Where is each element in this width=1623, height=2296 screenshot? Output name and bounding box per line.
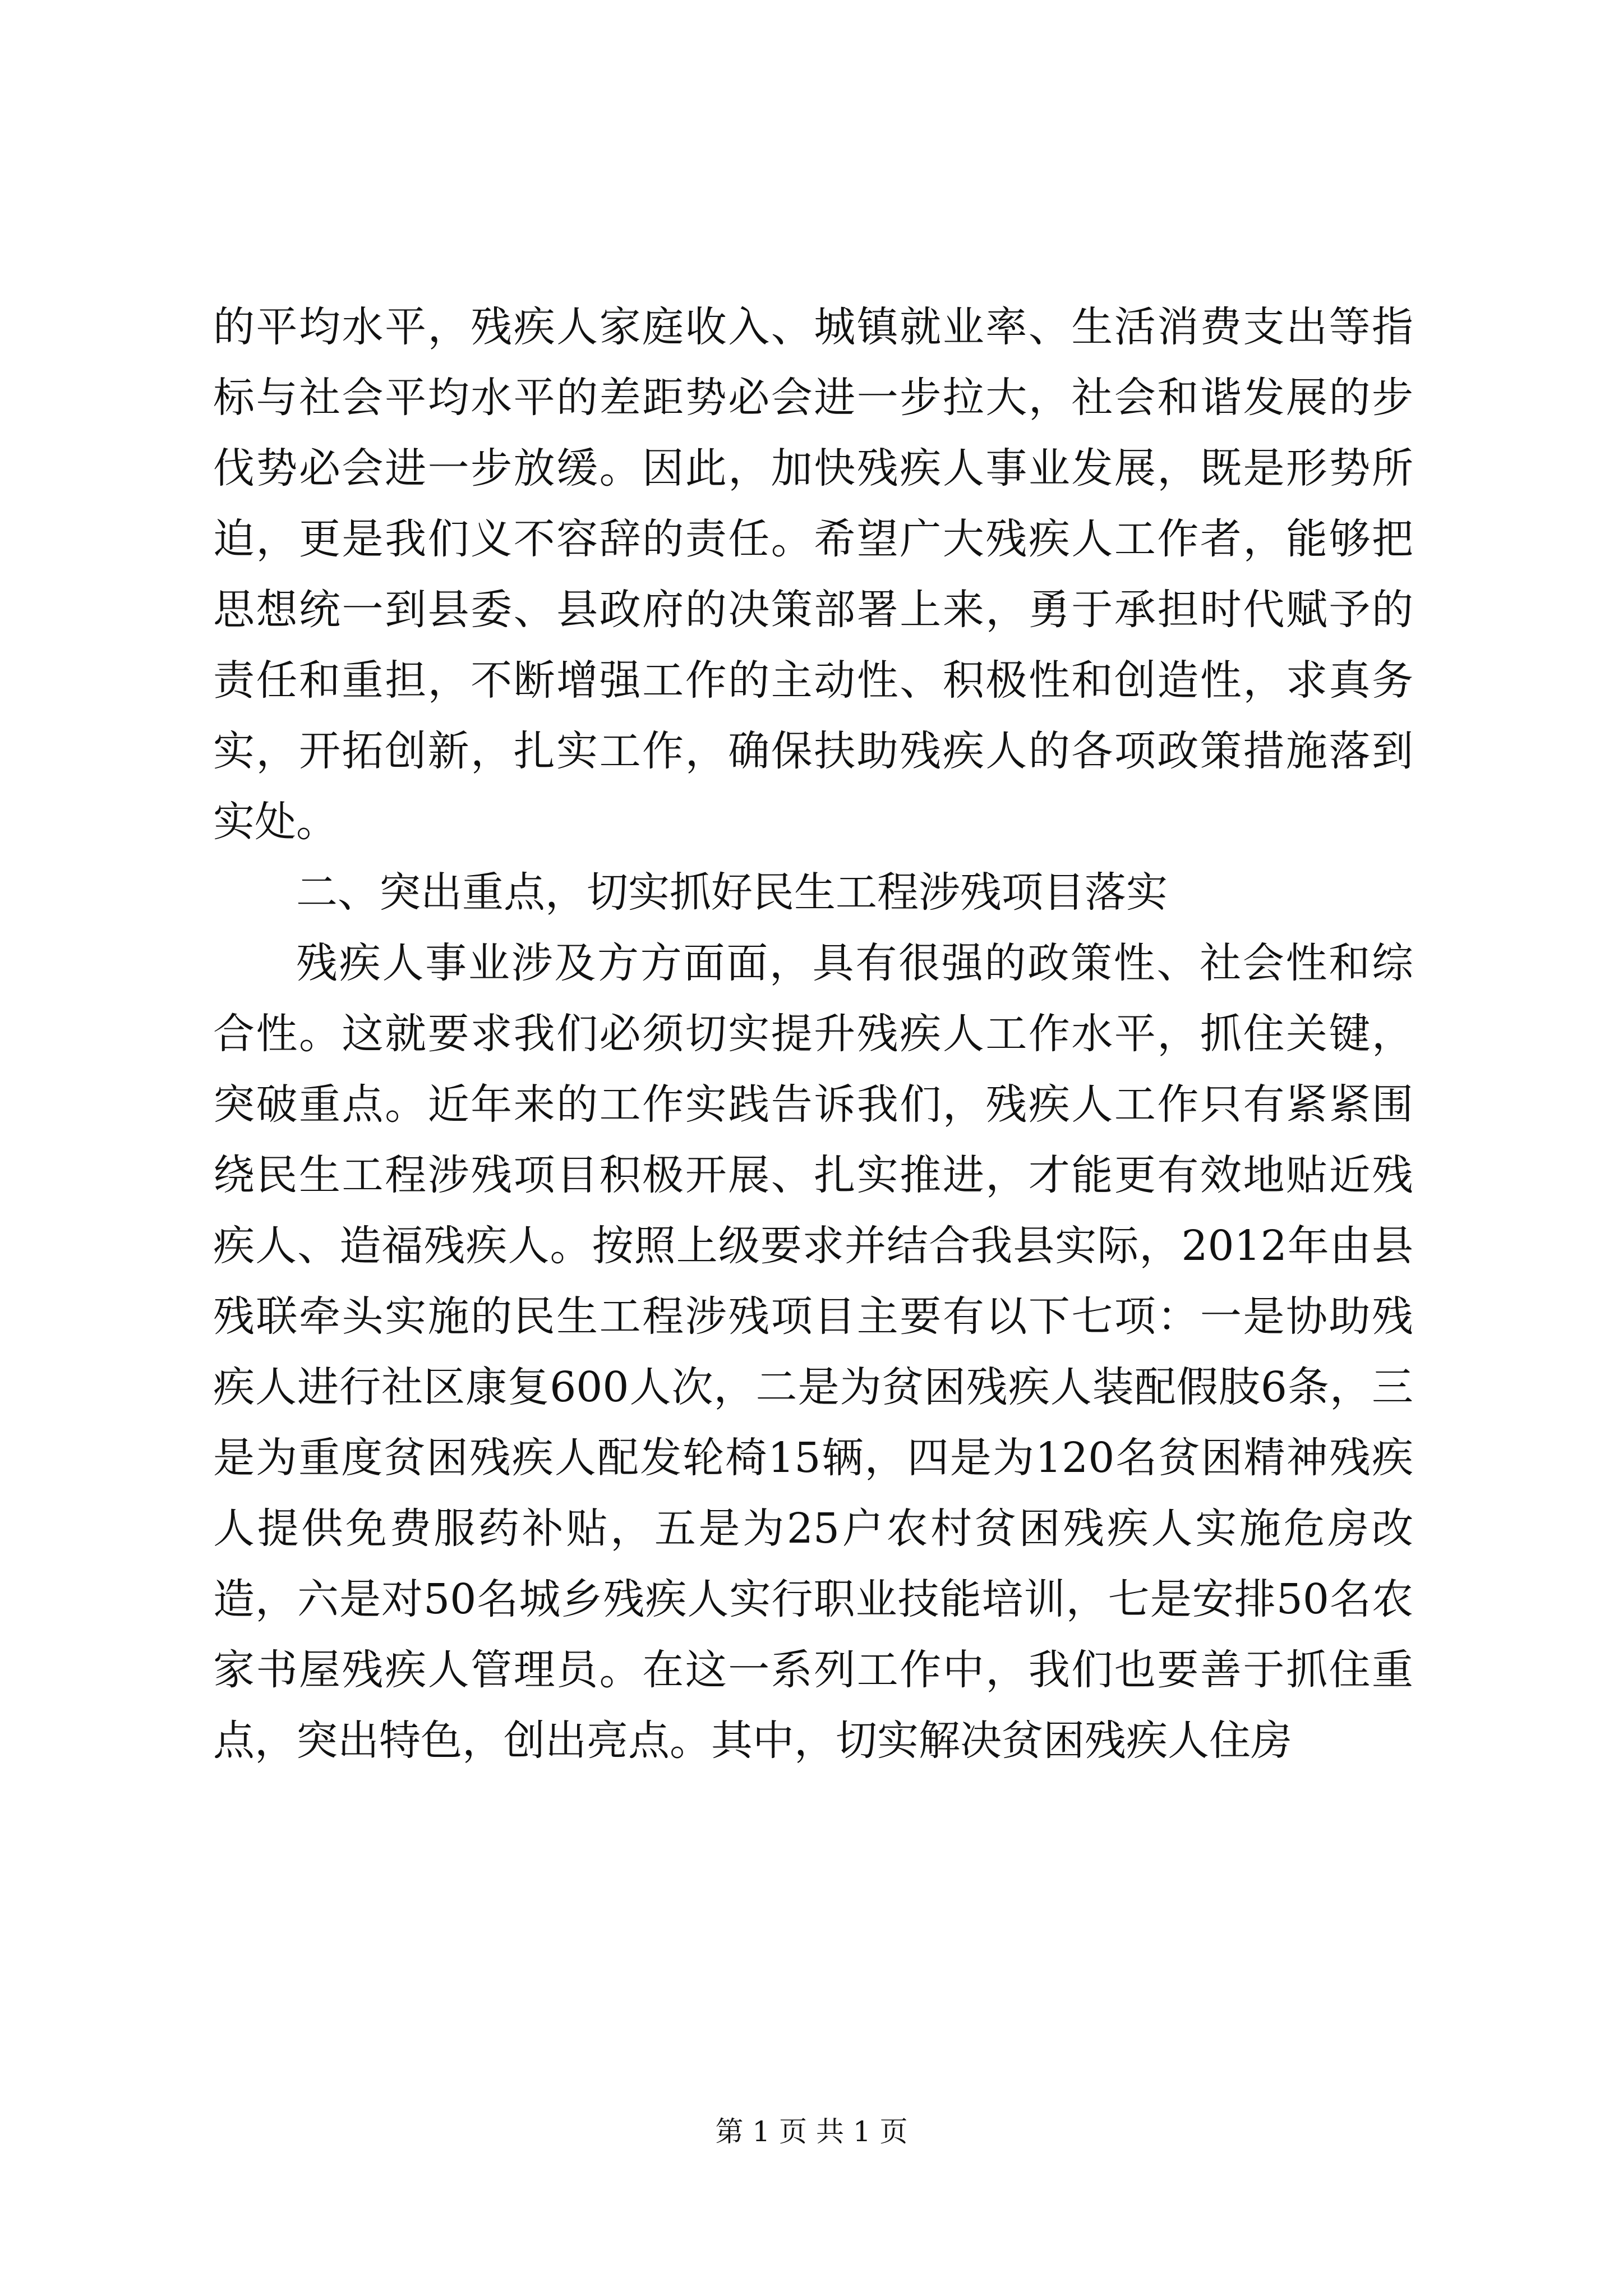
paragraph-section-two: 残疾人事业涉及方方面面，具有很强的政策性、社会性和综合性。这就要求我们必须切实提升残疾人工作水平，抓住关键，突破重点。近年来的工作实践告诉我们，残疾人工作只有紧紧围绕民生工程涉残项目积极开展、扎实推进，才能更有效地贴近残疾人、造福残疾人。按照上级要求并结合我县实际，2012年由县残联牵头实施的民生工程涉残项目主要有以下七项：一是协助残疾人进行社区康复600人次，二是为贫困残疾人装配假肢6条，三是为重度贫困残疾人配发轮椅15辆，四是为120名贫困精神残疾人提供免费服药补贴，五是为25户农村贫困残疾人实施危房改造，六是对50名城乡残疾人实行职业技能培训，七是安排50名农家书屋残疾人管理员。在这一系列工作中，我们也要善于抓住重点，突出特色，创出亮点。其中，切实解决贫困残疾人住房 [213, 939, 1413, 1765]
section-heading: 二、突出重点，切实抓好民生工程涉残项目落实 [296, 868, 1168, 917]
page-footer: 第 1 页 共 1 页 [715, 2115, 908, 2148]
paragraph-continuation: 的平均水平，残疾人家庭收入、城镇就业率、生活消费支出等指标与社会平均水平的差距势必会进一步拉大，社会和谐发展的步伐势必会进一步放缓。因此，加快残疾人事业发展，既是形势所迫，更是我们义不容辞的责任。希望广大残疾人工作者，能够把思想统一到县委、县政府的决策部署上来，勇于承担时代赋予的责任和重担，不断增强工作的主动性、积极性和创造性，求真务实，开拓创新，扎实工作，确保扶助残疾人的各项政策措施落到实处。 [213, 303, 1413, 846]
document-body [213, 292, 1413, 1776]
